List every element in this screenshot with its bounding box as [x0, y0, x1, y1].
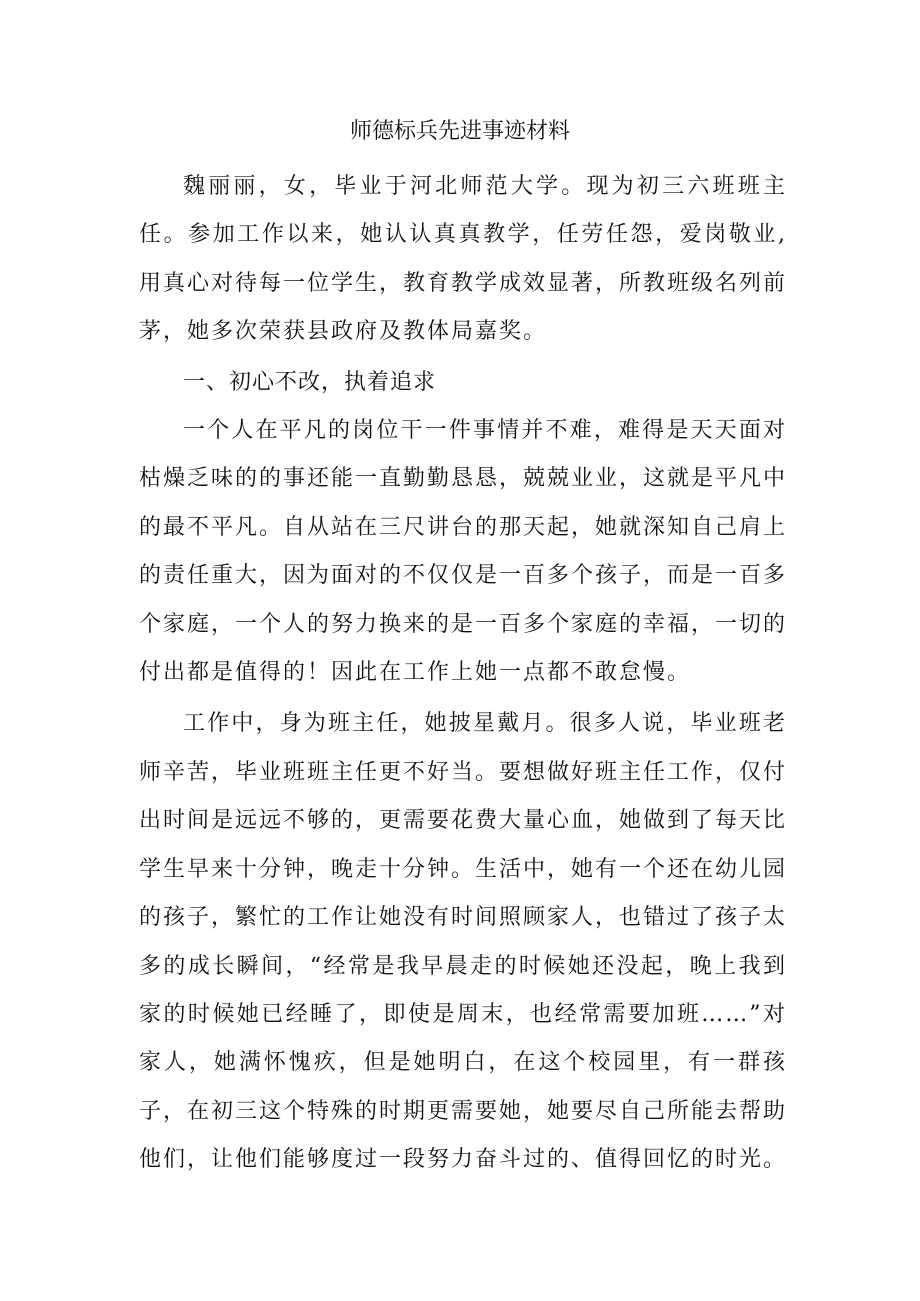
body-paragraph-1: 一个人在平凡的岗位干一件事情并不难，难得是天天面对枯燥乏味的的事还能一直勤勤恳恳，兢兢业业，这就是平凡中的最不平凡。自从站在三尺讲台的那天起，她就深知自己肩上的责任重大，因为面对的不仅仅是一百多个孩子，而是一百多个家庭，一个人的努力换来的是一百多个家庭的幸福，一切的付出都是值得的！因此在工作上她一点都不敢怠慢。	[139, 418, 788, 686]
document-body	[139, 163, 787, 1185]
document-title: 师德标兵先进事迹材料	[349, 119, 570, 144]
section-heading: 一、初心不改，执着追求	[183, 369, 437, 395]
intro-paragraph: 魏丽丽，女，毕业于河北师范大学。现为初三六班班主任。参加工作以来，她认认真真教学，任劳任怨，爱岗敬业,用真心对待每一位学生，教育教学成效显著，所教班级名列前茅，她多次荣获县政府及教体局嘉奖。	[139, 174, 788, 345]
body-paragraph-2: 工作中，身为班主任，她披星戴月。很多人说，毕业班老师辛苦，毕业班班主任更不好当。要想做好班主任工作，仅付出时间是远远不够的，更需要花费大量心血，她做到了每天比学生早来十分钟，晚走十分钟。生活中，她有一个还在幼儿园的孩子，繁忙的工作让她没有时间照顾家人，也错过了孩子太多的成长瞬间，“经常是我早晨走的时候她还没起，晚上我到家的时候她已经睡了，即使是周末，也经常需要加班……”对家人，她满怀愧疚，但是她明白，在这个校园里，有一群孩子，在初三这个特殊的时期更需要她，她要尽自己所能去帮助他们，让他们能够度过一段努力奋斗过的、值得回忆的时光。	[139, 711, 788, 1173]
